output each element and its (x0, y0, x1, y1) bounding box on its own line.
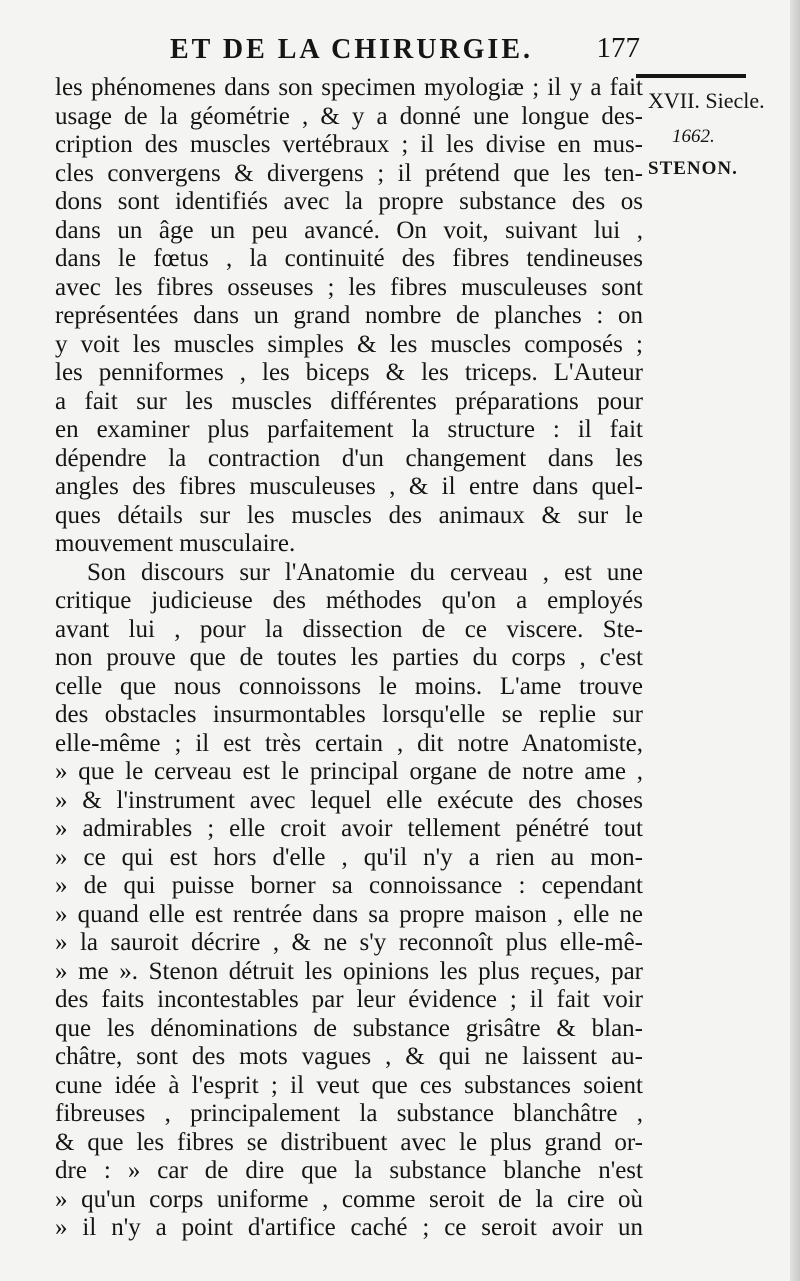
text-line: » admirables ; elle croit avoir tellement pénétré tout (55, 815, 643, 842)
text-line: » quand elle est rentrée dans sa propre maison , elle ne (55, 900, 643, 928)
text-line: les phénomenes dans son specimen myologiæ ; il y a fait (55, 74, 643, 101)
text-line: cles convergens & divergens ; il prétend que les ten- (55, 159, 643, 187)
text-line: non prouve que de toutes les parties du corps , c'est (55, 644, 643, 671)
text-line: celle que nous connoissons le moins. L'ame trouve (55, 672, 643, 700)
text-line: dépendre la contraction d'un changement dans les (55, 444, 643, 472)
text-line: en examiner plus parfaitement la structure : il fait (55, 416, 643, 443)
text-line: » il n'y a point d'artifice caché ; ce seroit avoir un (55, 1214, 643, 1241)
running-header (55, 30, 640, 76)
text-line: mouvement musculaire. (55, 530, 296, 557)
text-line: des faits incontestables par leur évidence ; il fait voir (55, 986, 643, 1013)
text-line: Son discours sur l'Anatomie du cerveau , est une (87, 558, 643, 586)
margin-note-year: 1662. (672, 126, 715, 147)
page-edge-shadow (790, 0, 800, 1281)
text-line: elle-même ; il est très certain , dit notre Anatomiste, (55, 729, 643, 757)
text-line: les penniformes , les biceps & les triceps. L'Auteur (55, 359, 643, 386)
text-line: usage de la géométrie , & y a donné une longue des- (55, 102, 643, 130)
page-number: 177 (596, 32, 640, 64)
text-line: représentées dans un grand nombre de planches : on (55, 302, 643, 329)
text-line: des obstacles insurmontables lorsqu'elle se replie sur (55, 701, 643, 728)
text-line: ques détails sur les muscles des animaux & sur le (55, 501, 643, 529)
text-line: » qu'un corps uniforme , comme seroit de la cire où (55, 1185, 643, 1213)
text-line: châtre, sont des mots vagues , & qui ne laissent au- (55, 1043, 643, 1070)
body-text (55, 74, 643, 1243)
text-line: dons sont identifiés avec la propre substance des os (55, 188, 643, 215)
margin-note-name: STENON. (648, 158, 738, 179)
text-line: y voit les muscles simples & les muscles composés ; (55, 330, 643, 358)
text-line: cune idée à l'esprit ; il veut que ces substances soient (55, 1071, 643, 1099)
text-line: » ce qui est hors d'elle , qu'il n'y a rien au mon- (55, 843, 643, 871)
margin-rule (636, 74, 746, 78)
text-line: avec les fibres osseuses ; les fibres musculeuses sont (55, 273, 643, 301)
text-line: dans le fœtus , la continuité des fibres tendineuses (55, 245, 643, 272)
text-line: » me ». Stenon détruit les opinions les plus reçues, par (55, 957, 643, 985)
text-line: avant lui , pour la dissection de ce viscere. Ste- (55, 615, 643, 643)
text-line: dans un âge un peu avancé. On voit, suivant lui , (55, 216, 643, 244)
text-line: » la sauroit décrire , & ne s'y reconnoît plus elle-mê- (55, 929, 643, 956)
text-line: que les dénominations de substance grisâtre & blan- (55, 1014, 643, 1042)
text-line: dre : » car de dire que la substance blanche n'est (55, 1157, 643, 1184)
text-line: & que les fibres se distribuent avec le plus grand or- (55, 1128, 643, 1156)
text-line: critique judicieuse des méthodes qu'on a employés (55, 587, 643, 614)
text-line: » & l'instrument avec lequel elle exécute des choses (55, 786, 643, 814)
margin-note-century: XVII. Siecle. (648, 88, 765, 113)
text-line: a fait sur les muscles différentes préparations pour (55, 387, 643, 415)
text-line: » que le cerveau est le principal organe de notre ame , (55, 758, 643, 785)
text-line: angles des fibres musculeuses , & il entre dans quel- (55, 473, 643, 500)
text-line: cription des muscles vertébraux ; il les divise en mus- (55, 131, 643, 158)
text-line: fibreuses , principalement la substance blanchâtre , (55, 1100, 643, 1127)
running-title: ET DE LA CHIRURGIE. (170, 34, 534, 65)
text-line: » de qui puisse borner sa connoissance : cependant (55, 872, 643, 899)
